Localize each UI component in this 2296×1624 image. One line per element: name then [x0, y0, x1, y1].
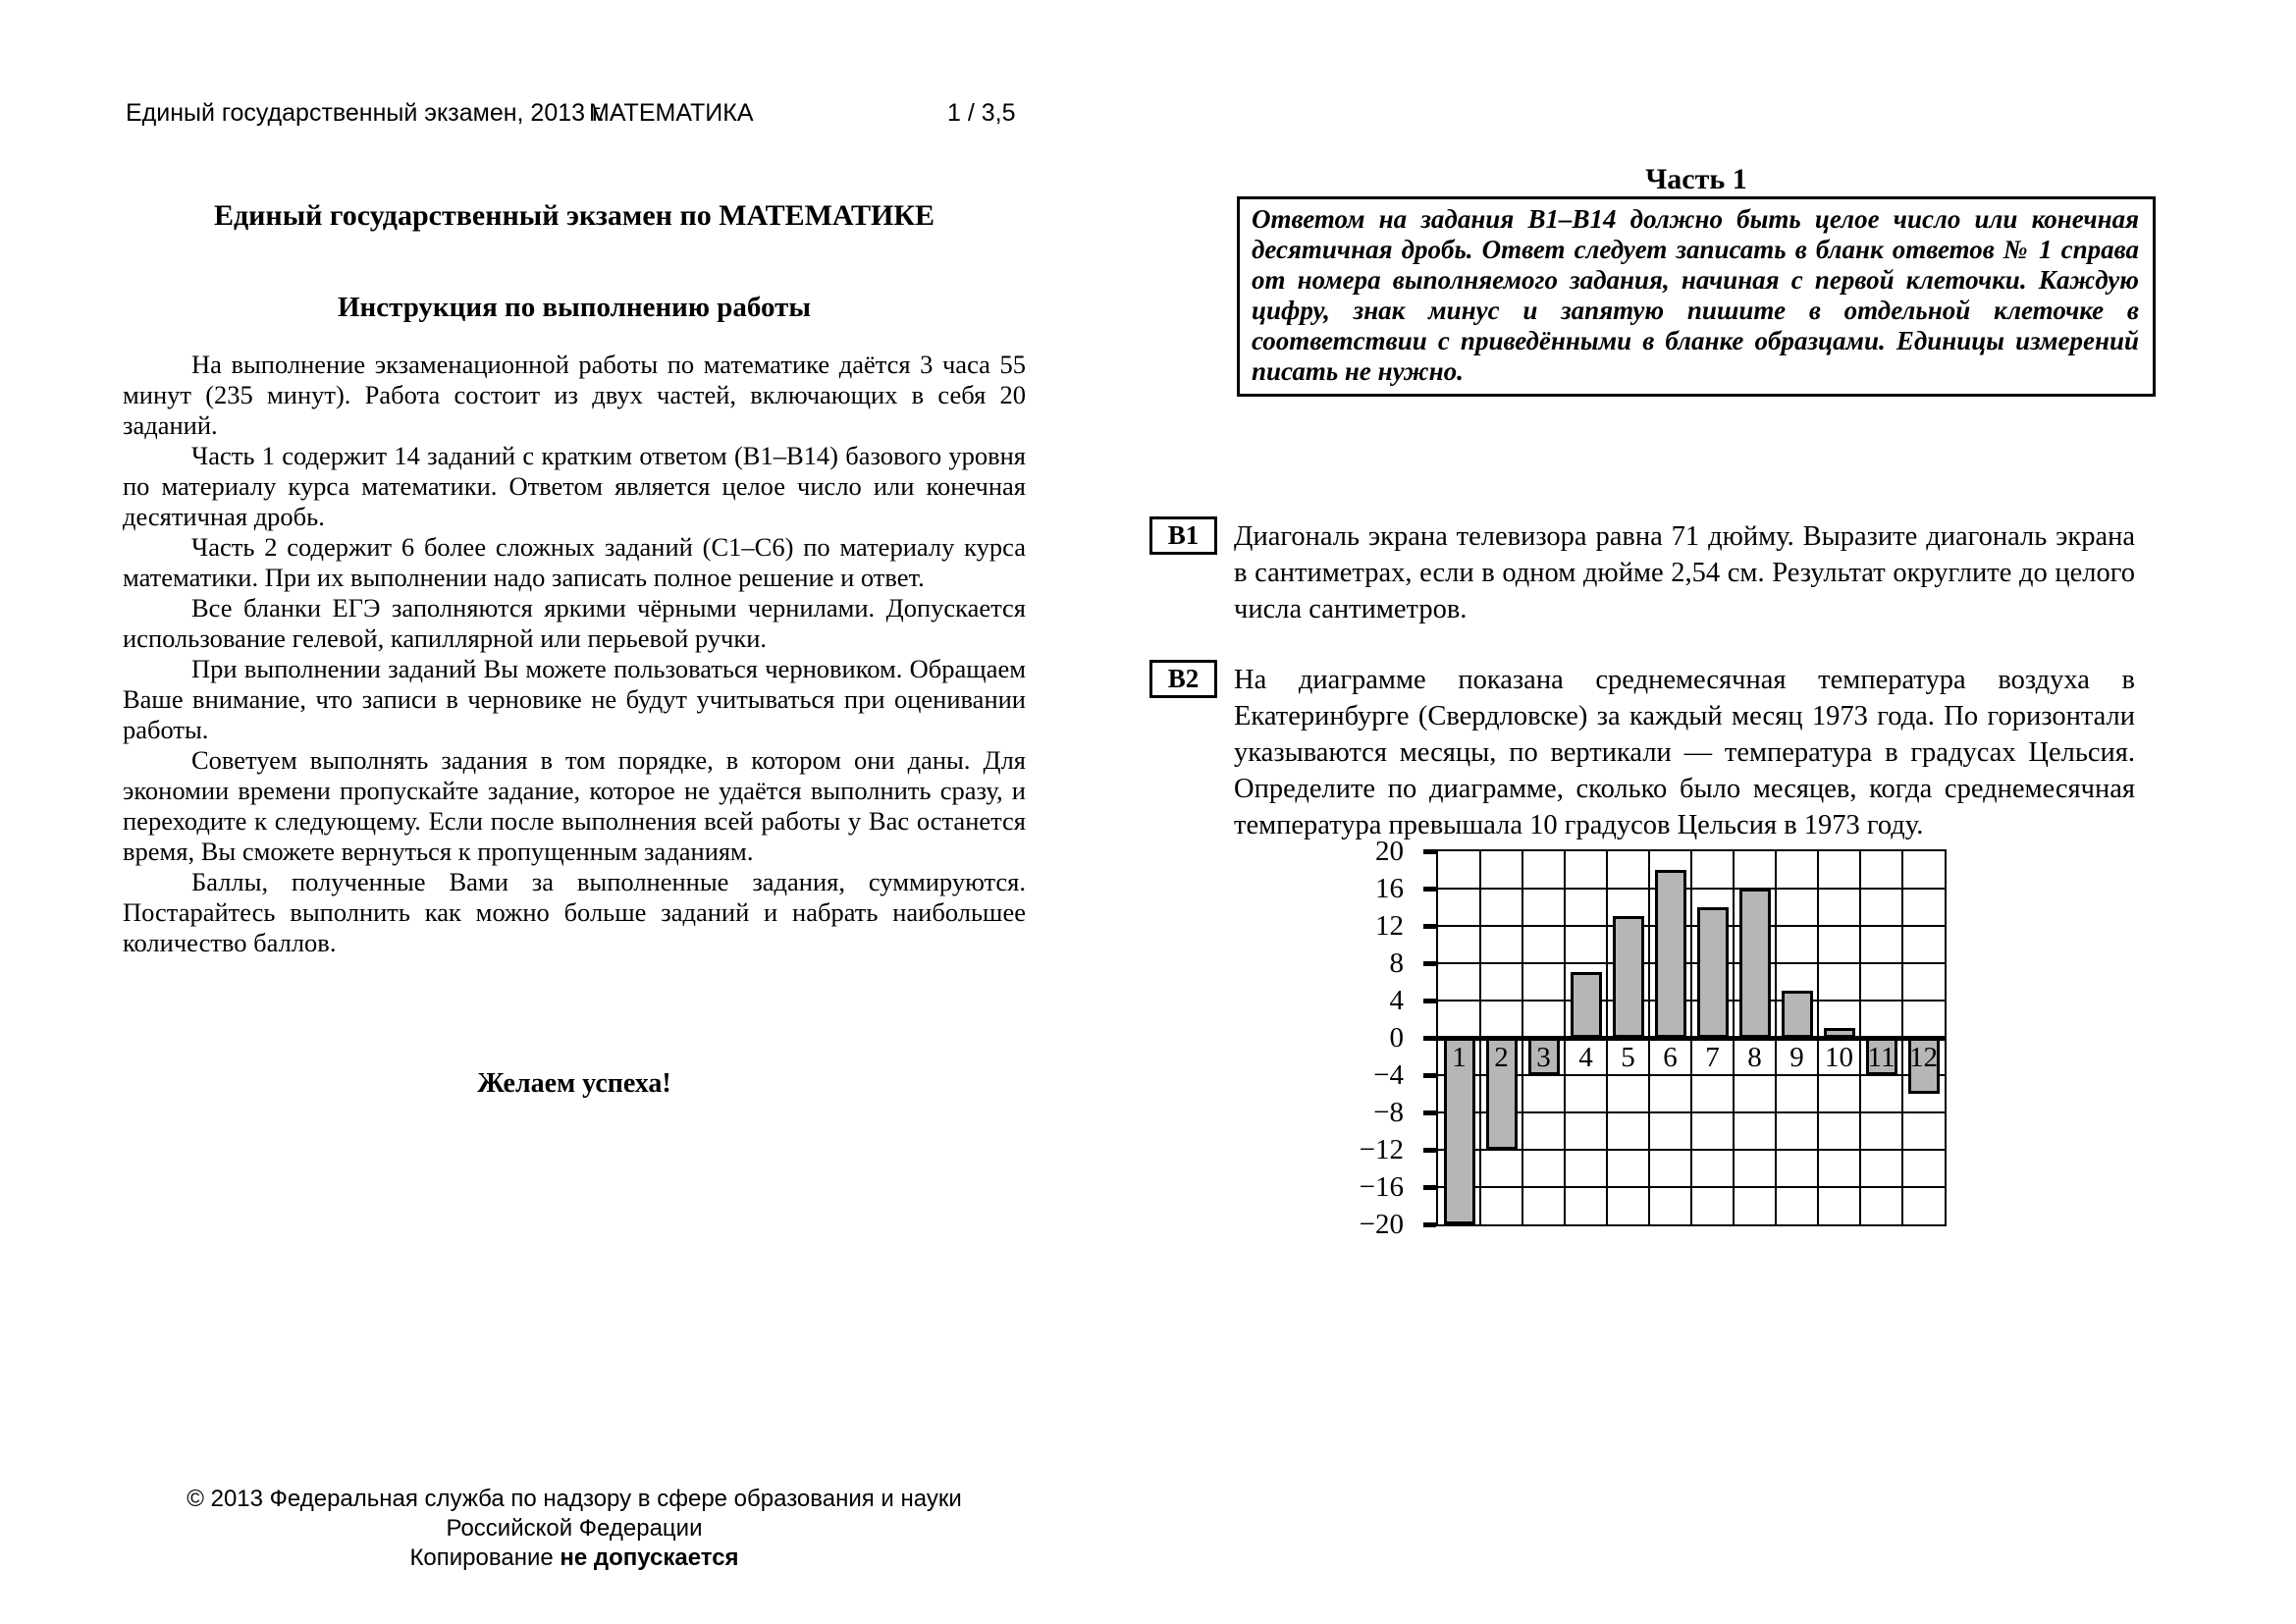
- chart-y-tick: [1423, 999, 1436, 1003]
- chart-month-label: 8: [1747, 1042, 1762, 1073]
- task-b1-text: Диагональ экрана телевизора равна 71 дюйму. Выразите диагональ экрана в сантиметрах, если в одном дюйме 2,54 см. Результат округлите до целого числа сантиметров.: [1234, 521, 2135, 624]
- closing-wish: Желаем успеха!: [477, 1068, 671, 1099]
- chart-month-label: 5: [1621, 1042, 1635, 1073]
- document-title: Единый государственный экзамен по МАТЕМАТИКЕ: [213, 199, 935, 232]
- task-b1-badge: [1149, 516, 1217, 555]
- header-subject: МАТЕМАТИКА: [589, 99, 754, 127]
- chart-y-tick-label: 12: [1375, 910, 1404, 942]
- chart-y-tick-label: −12: [1359, 1134, 1404, 1165]
- header-page-variant: 1 / 3,5: [947, 99, 1016, 127]
- chart-month-label: 11: [1867, 1042, 1896, 1073]
- footer-copyright: [123, 1485, 1026, 1573]
- chart-y-tick: [1423, 1148, 1436, 1153]
- answer-format-box: Ответом на задания В1–В14 должно быть целое число или конечная десятичная дробь. Ответ следует записать в бланк ответов № 1 справа от номера выполняемого задания, начиная с первой клеточки. Каждую цифру, знак минус и запятую пишите в отдельной клеточке в соответствии с приведёнными в бланке образцами. Единицы измерений писать не нужно.: [1237, 196, 2156, 397]
- chart-y-tick-label: −8: [1373, 1097, 1404, 1128]
- chart-y-tick: [1423, 1036, 1436, 1041]
- chart-zero-line: [1438, 1036, 1945, 1041]
- instruction-paragraph: Все бланки ЕГЭ заполняются яркими чёрными чернилами. Допускается использование гелевой, капиллярной или перьевой ручки.: [123, 593, 1026, 653]
- instruction-paragraph: При выполнении заданий Вы можете пользоваться черновиком. Обращаем Ваше внимание, что записи в черновике не будут учитываться при оценивании работы.: [123, 654, 1026, 744]
- chart-y-tick-label: −4: [1373, 1059, 1404, 1091]
- chart-y-tick: [1423, 924, 1436, 929]
- chart-month-label: 7: [1705, 1042, 1720, 1073]
- chart-y-tick: [1423, 887, 1436, 892]
- instruction-paragraphs: [123, 350, 1026, 958]
- instruction-paragraph: Баллы, полученные Вами за выполненные задания, суммируются. Постарайтесь выполнить как можно больше заданий и набрать наибольшее количество баллов.: [123, 867, 1026, 957]
- task-b2-id: В2: [1167, 664, 1200, 693]
- instruction-heading: Инструкция по выполнению работы: [337, 292, 812, 323]
- chart-month-label: 9: [1789, 1042, 1804, 1073]
- header-exam-name: Единый государственный экзамен, 2013 г.: [126, 99, 606, 127]
- instruction-paragraph: Часть 1 содержит 14 заданий с кратким ответом (В1–В14) базового уровня по материалу курса математики. Ответом является целое число или конечная десятичная дробь.: [123, 441, 1026, 531]
- chart-month-label: 6: [1663, 1042, 1678, 1073]
- footer-line2: Копирование не допускается: [409, 1544, 739, 1571]
- chart-y-tick: [1423, 1073, 1436, 1078]
- chart-month-label: 2: [1494, 1042, 1509, 1073]
- task-b2-badge: [1149, 660, 1217, 698]
- chart-month-label: 3: [1536, 1042, 1551, 1073]
- part-1-heading: Часть 1: [1645, 163, 1747, 195]
- footer-line1: © 2013 Федеральная служба по надзору в сфере образования и науки Российской Федерации: [187, 1486, 962, 1542]
- chart-y-tick-label: −16: [1359, 1171, 1404, 1203]
- chart-bar-month-4: [1571, 972, 1602, 1038]
- chart-y-tick-label: 8: [1389, 947, 1404, 979]
- chart-bar-month-9: [1782, 991, 1813, 1038]
- chart-y-tick: [1423, 961, 1436, 966]
- chart-y-tick: [1423, 1185, 1436, 1190]
- chart-y-tick-label: 20: [1375, 836, 1404, 867]
- chart-month-label: 4: [1578, 1042, 1593, 1073]
- chart-month-label: 10: [1825, 1042, 1853, 1073]
- chart-y-tick: [1423, 849, 1436, 854]
- temperature-bar-chart: [1436, 849, 1947, 1226]
- chart-y-tick-label: 4: [1389, 985, 1404, 1016]
- chart-y-tick-label: −20: [1359, 1209, 1404, 1240]
- chart-bar-month-7: [1697, 907, 1729, 1038]
- chart-y-tick: [1423, 1222, 1436, 1227]
- chart-y-tick: [1423, 1110, 1436, 1115]
- chart-y-tick-label: 16: [1375, 873, 1404, 904]
- chart-bar-month-8: [1739, 889, 1771, 1038]
- task-b1-id: В1: [1167, 520, 1200, 550]
- chart-month-label: 12: [1909, 1042, 1938, 1073]
- instruction-paragraph: Советуем выполнять задания в том порядке, в котором они даны. Для экономии времени пропускайте задание, которое не удаётся выполнить сразу, и переходите к следующему. Если после выполнения всей работы у Вас останется время, Вы сможете вернуться к пропущенным заданиям.: [123, 745, 1026, 866]
- chart-bar-month-5: [1613, 916, 1644, 1038]
- chart-y-tick-label: 0: [1389, 1022, 1404, 1054]
- task-b2-text: На диаграмме показана среднемесячная температура воздуха в Екатеринбурге (Свердловске) за каждый месяц 1973 года. По горизонтали указываются месяцы, по вертикали — температура в градусах Цельсия. Определите по диаграмме, сколько было месяцев, когда среднемесячная температура превышала 10 градусов Цельсия в 1973 году.: [1234, 665, 2135, 840]
- chart-bar-month-6: [1655, 870, 1686, 1038]
- chart-month-label: 1: [1452, 1042, 1467, 1073]
- instruction-paragraph: На выполнение экзаменационной работы по математике даётся 3 часа 55 минут (235 минут). Работа состоит из двух частей, включающих в себя 20 заданий.: [123, 350, 1026, 440]
- instruction-paragraph: Часть 2 содержит 6 более сложных заданий (С1–С6) по материалу курса математики. При их выполнении надо записать полное решение и ответ.: [123, 532, 1026, 592]
